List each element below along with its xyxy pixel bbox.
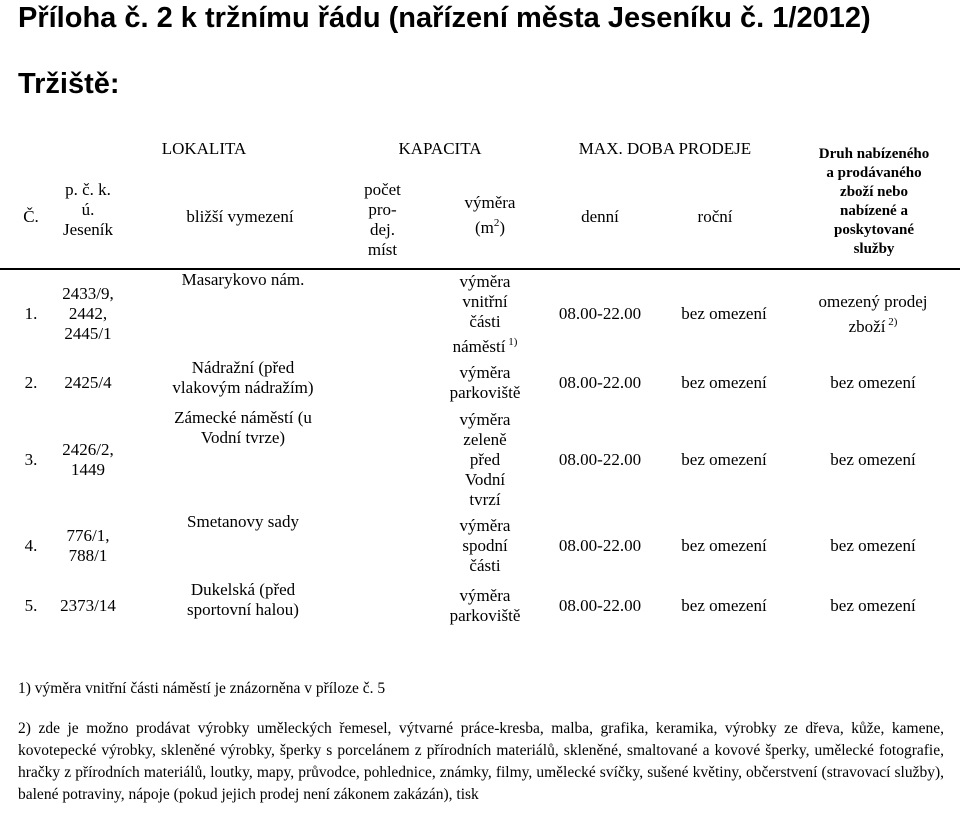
- row-vymera-line: části: [469, 556, 501, 575]
- row-druh: [788, 580, 958, 632]
- row-vymera-line: spodní: [462, 536, 508, 555]
- row-vymera: [430, 408, 540, 512]
- row-vymezeni-line: Zámecké náměstí (u: [174, 408, 312, 427]
- row-vymera-line: vnitřní: [462, 291, 508, 311]
- row-vymezeni: [148, 580, 338, 632]
- row-parcela-line: 1449: [71, 460, 105, 479]
- row-parcela-line: 2425/4: [64, 373, 112, 392]
- header-druh-zbozi: [790, 142, 958, 262]
- row-cislo: 3.: [24, 450, 38, 469]
- row-vymezeni-line: Smetanovy sady: [187, 512, 299, 531]
- header-druh-line: Druh nabízeného: [818, 146, 930, 162]
- row-vymera: [430, 580, 540, 632]
- row-parcela-line: 776/1,: [66, 526, 110, 545]
- row-pocet-mist: [340, 358, 425, 408]
- row-parcela-line: 2373/14: [60, 596, 116, 615]
- header-kapacita: KAPACITA: [398, 139, 482, 158]
- row-denni: 08.00-22.00: [558, 304, 642, 323]
- row-cislo: 4.: [24, 536, 38, 555]
- header-denni: denní: [581, 207, 619, 226]
- header-vymera: [440, 180, 540, 250]
- footnote-1: 1) výměra vnitřní části náměstí je znázorněna v příloze č. 5: [18, 680, 386, 697]
- row-vymezeni-line: vlakovým nádražím): [172, 378, 314, 397]
- row-vymezeni: [148, 408, 338, 512]
- row-vymezeni-line: Vodní tvrze): [200, 428, 286, 447]
- header-pocet-line: míst: [367, 240, 398, 259]
- row-denni: 08.00-22.00: [558, 373, 642, 392]
- row-vymera-line: výměra: [459, 516, 511, 535]
- row-druh-line: zboží $^{2)}$: [848, 315, 898, 336]
- row-druh-line: bez omezení: [830, 450, 916, 469]
- row-vymezeni-line: sportovní halou): [187, 600, 299, 619]
- row-parcela-line: 788/1: [68, 546, 108, 565]
- row-pocet-mist: [340, 270, 425, 358]
- header-pocet-line: pro-: [368, 200, 397, 219]
- row-pocet-mist: [340, 580, 425, 632]
- header-vymera-unit: $(m^2)$: [474, 216, 506, 237]
- header-pocet-mist: [340, 170, 425, 270]
- row-druh-line: bez omezení: [830, 596, 916, 615]
- row-druh-line: omezený prodej: [818, 291, 928, 311]
- row-druh: [788, 358, 958, 408]
- row-cislo: 2.: [24, 373, 38, 392]
- header-druh-line: poskytované: [833, 222, 915, 238]
- header-pocet-line: počet: [364, 180, 401, 199]
- header-lokalita: LOKALITA: [161, 139, 247, 158]
- row-vymera-line: zeleně: [463, 430, 507, 449]
- row-denni: 08.00-22.00: [558, 536, 642, 555]
- row-vymera-line: parkoviště: [449, 383, 521, 402]
- row-cislo: 5.: [24, 596, 38, 615]
- header-parcela-line: Jeseník: [62, 220, 114, 239]
- row-druh: [788, 408, 958, 512]
- header-druh-line: zboží nebo: [840, 184, 908, 200]
- row-rocni: bez omezení: [681, 373, 767, 392]
- row-vymera-line: výměra: [459, 586, 511, 605]
- header-druh-line: nabízené a: [840, 203, 908, 219]
- header-parcela-line: p. č. k.: [65, 180, 111, 199]
- row-vymera-line: tvrzí: [469, 490, 501, 509]
- row-vymera-line: před: [469, 450, 501, 469]
- row-parcela-line: 2433/9,: [62, 284, 114, 303]
- row-parcela-line: 2426/2,: [62, 440, 114, 459]
- row-vymezeni-line: Nádražní (před: [191, 358, 295, 377]
- row-vymera-line: náměstí $^{1)}$: [452, 335, 518, 356]
- header-druh-line: služby: [853, 241, 895, 257]
- row-vymezeni: [148, 512, 338, 580]
- row-rocni: bez omezení: [681, 304, 767, 323]
- header-parcela: [52, 165, 124, 255]
- row-druh-footnote-ref: 2): [885, 315, 898, 328]
- row-denni: 08.00-22.00: [558, 596, 642, 615]
- row-parcela-line: 2442,: [68, 304, 108, 323]
- footnote-2: 2) zde je možno prodávat výrobky uměleckých řemesel, výtvarné práce-kresba, malba, grafika, keramika, výrobky ze dřeva, kůže, kamene, kovotepecké výrobky, skleněné výrobky, šperky s porcelánem z přírodních materiálů, skleněné, smaltované a kovové šperky, umělecké fotografie, hračky z přírodních materiálů, loutky, mapy, průvodce, pohlednice, známky, filmy, umělecké svíčky, sušené květiny, občerstvení (stravovací služby), balené potraviny, nápoje (pokud jejich prodej není zákonem zakázán), tisk: [18, 720, 944, 803]
- header-rocni: roční: [697, 207, 733, 226]
- row-rocni: bez omezení: [681, 536, 767, 555]
- header-max-doba: MAX. DOBA PRODEJE: [578, 139, 752, 158]
- row-vymera-line: části: [469, 311, 501, 331]
- header-druh-line: a prodávaného: [826, 165, 922, 181]
- header-vymera-label: výměra: [464, 192, 516, 212]
- row-vymera: [430, 358, 540, 408]
- row-vymera-line: výměra: [459, 363, 511, 382]
- row-pocet-mist: [340, 408, 425, 512]
- row-parcela: [52, 512, 124, 580]
- header-vymezeni: bližší vymezení: [186, 207, 294, 226]
- row-parcela-line: 2445/1: [64, 324, 112, 343]
- row-pocet-mist: [340, 512, 425, 580]
- row-parcela: [52, 270, 124, 358]
- row-druh: [788, 512, 958, 580]
- row-parcela: [52, 580, 124, 632]
- row-vymera-footnote-ref: 1): [505, 335, 518, 348]
- row-vymera-line: výměra: [459, 271, 511, 291]
- section-title: Tržiště:: [18, 68, 120, 100]
- row-vymezeni: [148, 270, 338, 358]
- row-druh-line: bez omezení: [830, 536, 916, 555]
- row-vymezeni: [148, 358, 338, 408]
- header-parcela-line: ú.: [81, 200, 95, 219]
- row-rocni: bez omezení: [681, 450, 767, 469]
- row-denni: 08.00-22.00: [558, 450, 642, 469]
- row-parcela: [52, 358, 124, 408]
- header-pocet-line: dej.: [369, 220, 396, 239]
- row-druh: [788, 270, 958, 358]
- row-vymera: [430, 512, 540, 580]
- row-vymezeni-line: Masarykovo nám.: [181, 270, 305, 289]
- row-cislo: 1.: [24, 304, 38, 323]
- row-vymera-line: výměra: [459, 410, 511, 429]
- row-rocni: bez omezení: [681, 596, 767, 615]
- row-vymera-line: parkoviště: [449, 606, 521, 625]
- row-druh-line: bez omezení: [830, 373, 916, 392]
- header-cislo: Č.: [23, 207, 39, 226]
- row-vymera-line: Vodní: [464, 470, 506, 489]
- page-title: Příloha č. 2 k tržnímu řádu (nařízení města Jeseníku č. 1/2012): [18, 2, 871, 34]
- row-vymezeni-line: Dukelská (před: [190, 580, 296, 599]
- row-vymera: [430, 270, 540, 358]
- row-parcela: [52, 408, 124, 512]
